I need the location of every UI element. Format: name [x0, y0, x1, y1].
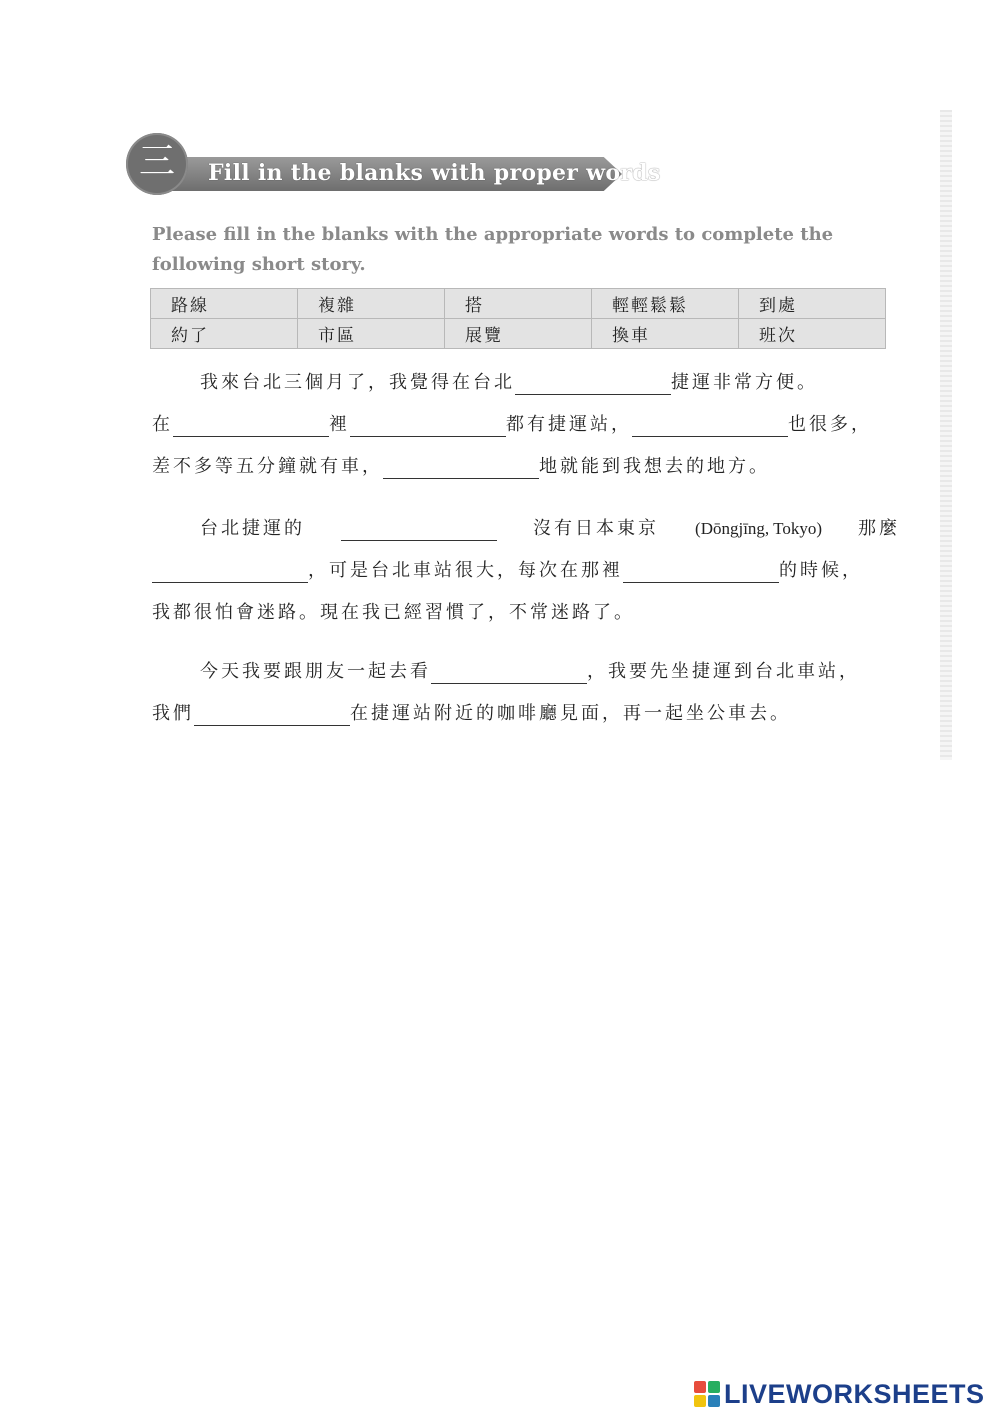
word-bank-cell: 路線: [151, 289, 298, 319]
story-text-latin: (Dōngjīng, Tokyo): [695, 519, 822, 538]
answer-blank-5[interactable]: [383, 456, 539, 479]
story-text: 的時候，: [779, 560, 863, 581]
word-bank-table: [150, 288, 886, 349]
logo-square-yellow: [694, 1395, 706, 1407]
section-header: [126, 133, 661, 197]
word-bank-row: [151, 289, 886, 319]
word-bank-cell: 搭: [445, 289, 592, 319]
section-title: Fill in the blanks with proper words: [208, 160, 661, 186]
word-bank-cell: 換車: [592, 319, 739, 349]
answer-blank-1[interactable]: [515, 372, 671, 395]
story-line: [152, 651, 900, 693]
story-line: [152, 362, 900, 404]
story-text: ，可是台北車站很大，每次在那裡: [308, 560, 623, 581]
section-number: 三: [126, 133, 188, 195]
answer-blank-9[interactable]: [431, 661, 587, 684]
word-bank-cell: 到處: [739, 289, 886, 319]
story-line: [152, 446, 900, 488]
story-text: 我們: [152, 703, 194, 724]
story-text: 也很多，: [788, 414, 872, 435]
story-text: 裡: [329, 414, 350, 435]
word-bank-cell: 展覽: [445, 319, 592, 349]
logo-square-green: [708, 1381, 720, 1393]
liveworksheets-logo-icon: [694, 1381, 720, 1407]
word-bank-cell: 班次: [739, 319, 886, 349]
story-text: 我都很怕會迷路。現在我已經習慣了，不常迷路了。: [152, 602, 635, 623]
story-line: [152, 550, 900, 592]
story-text: 都有捷運站，: [506, 414, 632, 435]
word-bank-cell: 市區: [298, 319, 445, 349]
logo-square-blue: [708, 1395, 720, 1407]
story-text: 在: [152, 414, 173, 435]
story-paragraph-2: [152, 508, 900, 634]
word-bank-cell: 輕輕鬆鬆: [592, 289, 739, 319]
answer-blank-6[interactable]: [341, 518, 497, 541]
story-line: [152, 592, 900, 634]
word-bank-cell: 複雜: [298, 289, 445, 319]
answer-blank-7[interactable]: [152, 560, 308, 583]
answer-blank-4[interactable]: [632, 414, 788, 437]
story-text: 地就能到我想去的地方。: [539, 456, 770, 477]
instructions-text: Please fill in the blanks with the appropriate words to complete the following short story.: [152, 224, 834, 275]
story-text: 台北捷運的: [200, 518, 305, 539]
answer-blank-3[interactable]: [350, 414, 506, 437]
logo-square-red: [694, 1381, 706, 1393]
story-paragraph-1: [152, 362, 900, 488]
story-text: ，我要先坐捷運到台北車站，: [587, 661, 860, 682]
word-bank-row: [151, 319, 886, 349]
story-text: 今天我要跟朋友一起去看: [200, 661, 431, 682]
liveworksheets-brand: [694, 1378, 985, 1410]
story-line: [152, 404, 900, 446]
answer-blank-10[interactable]: [194, 703, 350, 726]
story-text: 我來台北三個月了，我覺得在台北: [200, 372, 515, 393]
brand-name: LIVEWORKSHEETS: [724, 1378, 985, 1409]
story-text: 沒有日本東京: [533, 518, 660, 539]
story-text: 那麼: [858, 518, 900, 539]
answer-blank-8[interactable]: [623, 560, 779, 583]
story-line: [152, 508, 900, 550]
story-line: [152, 693, 900, 735]
word-bank-cell: 約了: [151, 319, 298, 349]
scan-edge-artifact: [940, 110, 952, 760]
story-text: 差不多等五分鐘就有車，: [152, 456, 383, 477]
answer-blank-2[interactable]: [173, 414, 329, 437]
story-paragraph-3: [152, 651, 900, 735]
story-text: 捷運非常方便。: [671, 372, 818, 393]
story-text: 在捷運站附近的咖啡廳見面，再一起坐公車去。: [350, 703, 791, 724]
